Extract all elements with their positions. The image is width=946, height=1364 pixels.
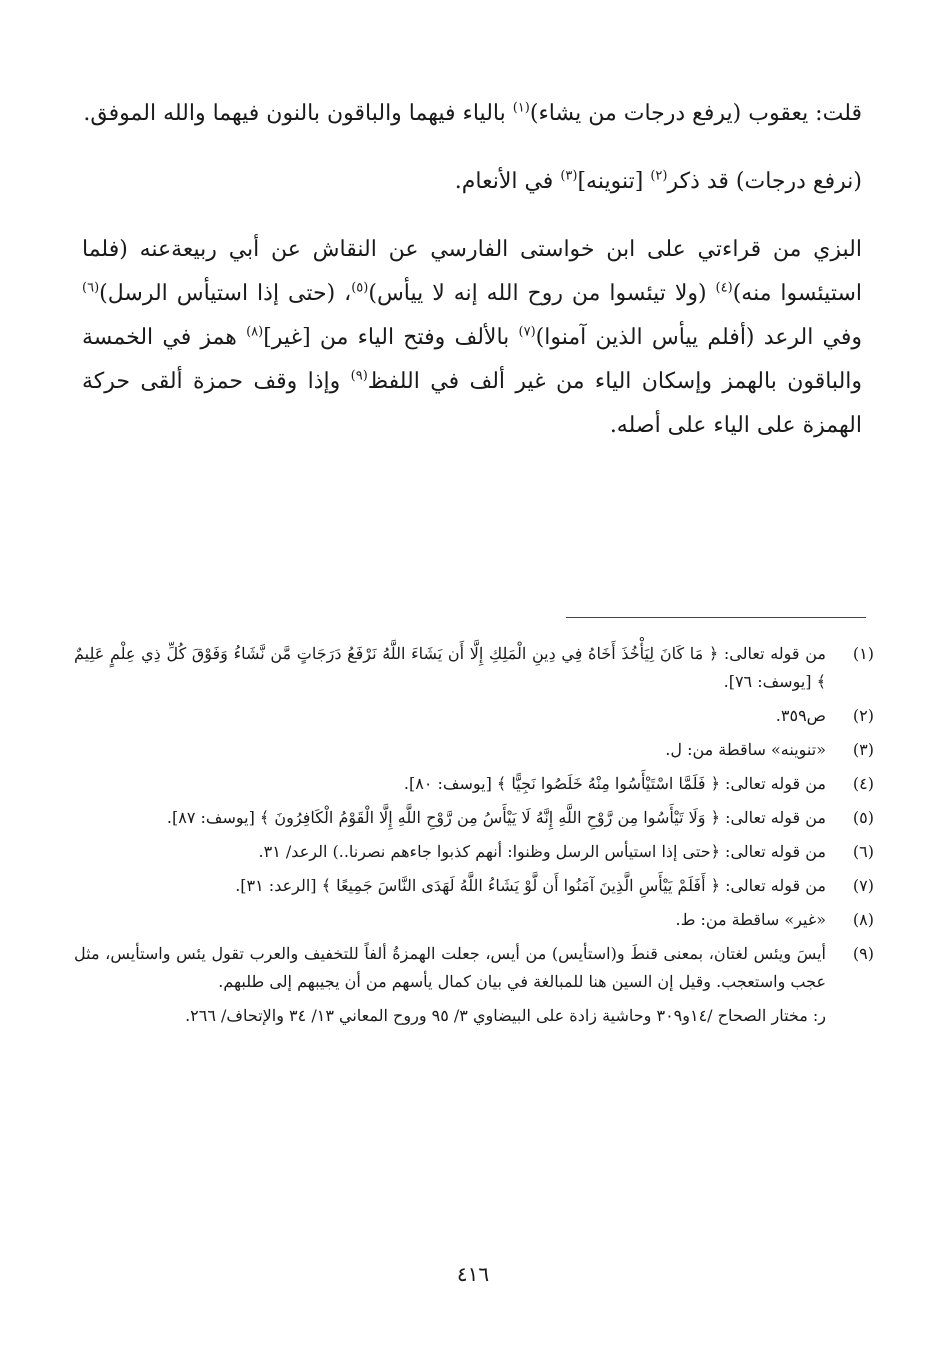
footnote-8 bbox=[74, 906, 874, 934]
paragraph-3-part-e: بالألف وفتح الياء من [غير] bbox=[263, 325, 519, 350]
footnote-ref-7: (٧) bbox=[518, 324, 536, 340]
footnote-number: (٨) bbox=[852, 910, 874, 929]
paragraph-3-part-f: همز في الخمسة والباقون بالهمز وإسكان الياء من غير ألف في اللفظ bbox=[82, 325, 863, 394]
footnotes bbox=[74, 640, 874, 1030]
paragraph-2-tail: في الأنعام. bbox=[454, 169, 561, 194]
paragraph-1-text: قلت: يعقوب (يرفع درجات من يشاء) bbox=[529, 101, 862, 126]
footnote-text: من قوله تعالى: ﴿ فَلَمَّا اسْتَيْأَسُوا مِنْهُ خَلَصُوا نَجِيًّا ﴾ [يوسف: ٨٠]. bbox=[403, 774, 826, 793]
footnote-ref-6: (٦) bbox=[82, 280, 100, 296]
footnote-4 bbox=[74, 770, 874, 798]
footnote-number: (٤) bbox=[852, 774, 874, 793]
footnote-number: (٩) bbox=[852, 944, 874, 963]
footnote-text: ص٣٥٩. bbox=[775, 706, 826, 725]
footnote-ref-5: (٥) bbox=[351, 280, 369, 296]
footnote-7 bbox=[74, 872, 874, 900]
footnote-text: «غير» ساقطة من: ط. bbox=[675, 910, 826, 929]
paragraph-3-part-c: ، (حتى إذا استيأس الرسل) bbox=[99, 281, 352, 306]
footnote-1 bbox=[74, 640, 874, 696]
footnote-number: (٣) bbox=[852, 740, 874, 759]
footnote-text: من قوله تعالى: ﴿حتى إذا استيأس الرسل وظنوا: أنهم كذبوا جاءهم نصرنا..) الرعد/ ٣١. bbox=[258, 842, 826, 861]
footnote-ref-9: (٩) bbox=[350, 368, 368, 384]
paragraph-1-tail: بالياء فيهما والباقون بالنون فيهما والله الموفق. bbox=[83, 101, 513, 126]
footnote-text: من قوله تعالى: ﴿ أَفَلَمْ يَيْأَسِ الَّذِينَ آمَنُوا أَن لَّوْ يَشَاءُ اللَّهُ لَهَدَى النَّاسَ جَمِيعًا ﴾ [الرعد: ٣١]. bbox=[235, 876, 826, 895]
footnote-ref-1: (١) bbox=[512, 100, 530, 116]
paragraph-1 bbox=[82, 92, 862, 136]
footnote-number: (٢) bbox=[852, 706, 874, 725]
footnote-2 bbox=[74, 702, 874, 730]
footnote-5 bbox=[74, 804, 874, 832]
footnote-text: «تنوينه» ساقطة من: ل. bbox=[665, 740, 826, 759]
footnote-6 bbox=[74, 838, 874, 866]
footnote-ref-2: (٢) bbox=[650, 168, 668, 184]
paragraph-2-text: (نرفع درجات) قد ذكر bbox=[667, 169, 862, 194]
footnote-number: (٧) bbox=[852, 876, 874, 895]
footnote-number: (٦) bbox=[852, 842, 874, 861]
footnote-text: أيسَ ويئس لغتان، بمعنى قنطَ و(استأيس) من أيس، جعلت الهمزةُ ألفاً للتخفيف والعرب تقول يئس واستأيس، مثل عجب واستعجب. وقيل إن السين هنا للمبالغة في بيان كمال يأسهم من أن يجيبهم إلى طلبهم. bbox=[74, 944, 826, 991]
footnote-text: من قوله تعالى: ﴿ مَا كَانَ لِيَأْخُذَ أَخَاهُ فِي دِينِ الْمَلِكِ إِلَّا أَن يَشَاءَ اللَّهُ نَرْفَعُ دَرَجَاتٍ مَّن نَّشَاءُ وَفَوْقَ كُلِّ ذِي عِلْمٍ عَلِيمٌ ﴾ [يوسف: ٧٦]. bbox=[74, 644, 826, 691]
paragraph-3-part-b: (ولا تيئسوا من روح الله إنه لا ييأس) bbox=[368, 281, 716, 306]
paragraph-3-part-d: وفي الرعد (أفلم ييأس الذين آمنوا) bbox=[535, 325, 863, 350]
footnote-separator bbox=[566, 617, 866, 618]
paragraph-3-part-a: البزي من قراءتي على ابن خواستى الفارسي عن النقاش عن أبي ربيعةعنه (فلما استيئسوا منه) bbox=[82, 237, 862, 306]
footnote-ref-8: (٨) bbox=[246, 324, 264, 340]
footnote-ref-3: (٣) bbox=[560, 168, 578, 184]
footnote-number: (٥) bbox=[852, 808, 874, 827]
footnote-reference-sources: ر: مختار الصحاح /١٤و٣٠٩ وحاشية زادة على البيضاوي ٣/ ٩٥ وروح المعاني ١٣/ ٣٤ والإتحاف/ ٢٦٦. bbox=[185, 1006, 826, 1025]
main-text bbox=[82, 92, 862, 472]
page-number: ٤١٦ bbox=[456, 1262, 490, 1286]
paragraph-2 bbox=[82, 160, 862, 204]
footnote-ref-4: (٤) bbox=[715, 280, 733, 296]
paragraph-2-bracket: [تنوينه] bbox=[577, 169, 651, 194]
paragraph-3-part-g: وإذا وقف حمزة ألقى حركة الهمزة على الياء على أصله. bbox=[82, 369, 862, 438]
footnote-number: (١) bbox=[852, 644, 874, 663]
paragraph-3 bbox=[82, 228, 862, 448]
footnote-text: من قوله تعالى: ﴿ وَلَا تَيْأَسُوا مِن رَّوْحِ اللَّهِ إِنَّهُ لَا يَيْأَسُ مِن رَّوْحِ اللَّهِ إِلَّا الْقَوْمُ الْكَافِرُونَ ﴾ [يوسف: ٨٧]. bbox=[166, 808, 826, 827]
footnote-9 bbox=[74, 940, 874, 996]
footnote-3 bbox=[74, 736, 874, 764]
